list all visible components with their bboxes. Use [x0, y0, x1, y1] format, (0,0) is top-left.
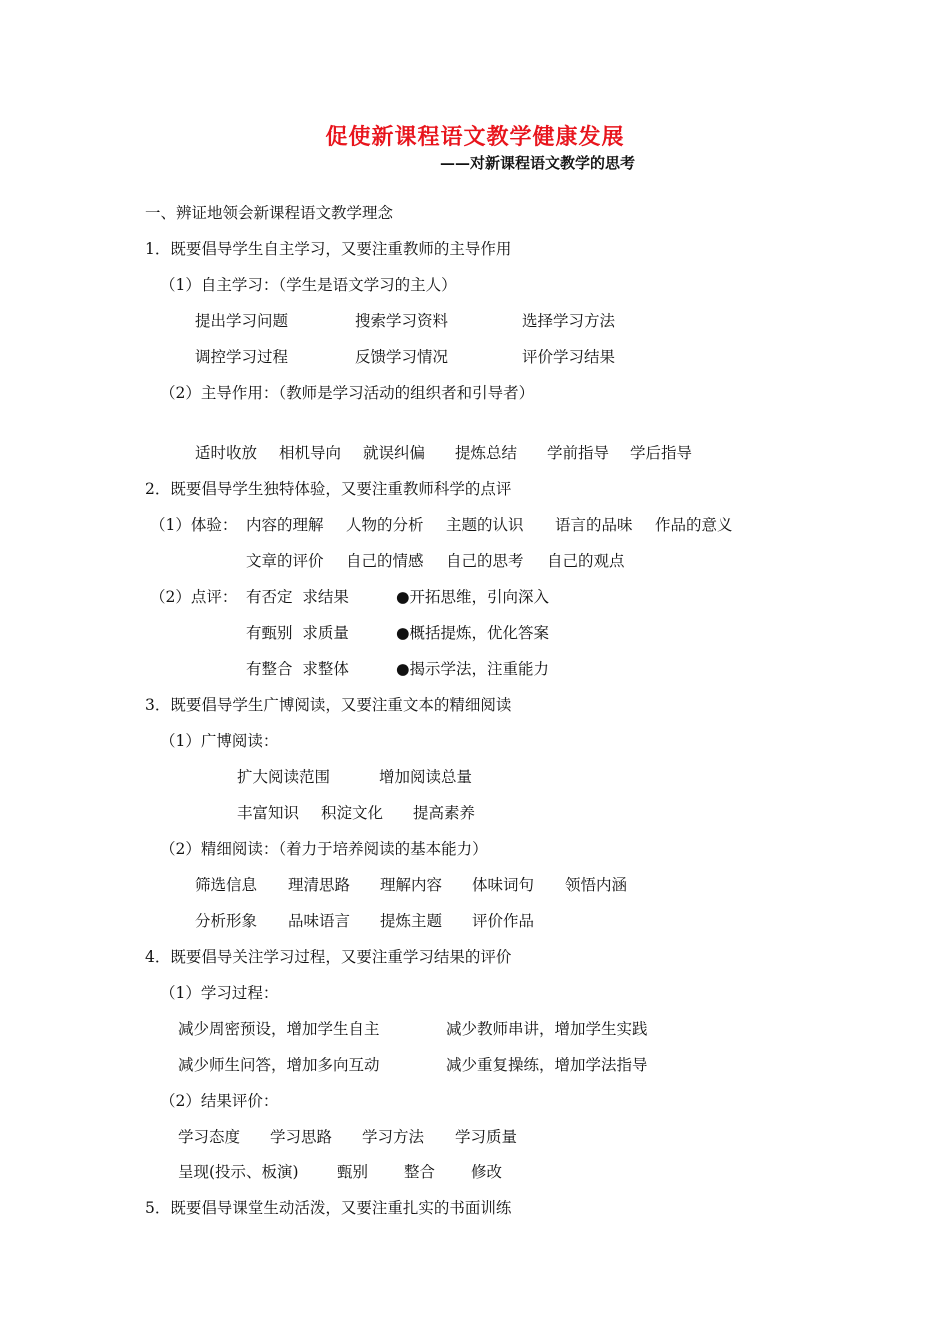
list-item: 甄别 — [337, 1163, 369, 1181]
point-4-heading: 4．既要倡导关注学习过程，又要注重学习结果的评价 — [145, 948, 512, 966]
point-2-sub-1-label: （1）体验： — [150, 516, 238, 534]
list-item: 修改 — [471, 1163, 503, 1181]
point-2-heading: 2．既要倡导学生独特体验，又要注重教师科学的点评 — [145, 480, 512, 498]
document-subtitle: ——对新课程语文教学的思考 — [440, 154, 636, 172]
point-1-heading: 1．既要倡导学生自主学习，又要注重教师的主导作用 — [145, 240, 512, 258]
list-item: 学习方法 — [362, 1128, 425, 1146]
list-item: 选择学习方法 — [522, 312, 616, 330]
list-item: 学后指导 — [630, 444, 693, 462]
list-item: 积淀文化 — [321, 804, 384, 822]
list-item: 调控学习过程 — [195, 348, 289, 366]
list-item: 文章的评价 — [246, 552, 324, 570]
point-4-sub-2: （2）结果评价： — [160, 1092, 279, 1110]
list-item: 有整合 求整体 — [246, 660, 349, 678]
list-item: 提炼主题 — [380, 912, 443, 930]
list-item: ●概括提炼，优化答案 — [396, 624, 550, 642]
list-item: 领悟内涵 — [565, 876, 628, 894]
list-item: 理清思路 — [288, 876, 351, 894]
list-item: 增加阅读总量 — [379, 768, 473, 786]
list-item: 反馈学习情况 — [355, 348, 449, 366]
list-item: 扩大阅读范围 — [237, 768, 331, 786]
point-3-sub-2: （2）精细阅读：（着力于培养阅读的基本能力） — [160, 840, 488, 858]
list-item: ●揭示学法，注重能力 — [396, 660, 550, 678]
point-1-sub-1: （1）自主学习：（学生是语文学习的主人） — [160, 276, 457, 294]
list-item: 理解内容 — [380, 876, 443, 894]
section-heading-1: 一、辨证地领会新课程语文教学理念 — [145, 204, 394, 222]
list-item: 适时收放 — [195, 444, 258, 462]
list-item: 体味词句 — [472, 876, 535, 894]
point-2-sub-2-label: （2）点评： — [150, 588, 238, 606]
list-item: 有否定 求结果 — [246, 588, 349, 606]
list-item: 减少重复操练，增加学法指导 — [446, 1056, 648, 1074]
list-item: 整合 — [404, 1163, 436, 1181]
list-item: 主题的认识 — [446, 516, 524, 534]
list-item: 有甄别 求质量 — [246, 624, 349, 642]
list-item: 筛选信息 — [195, 876, 258, 894]
list-item: 自己的情感 — [346, 552, 424, 570]
list-item: 自己的观点 — [547, 552, 625, 570]
list-item: 学习质量 — [455, 1128, 518, 1146]
list-item: 评价作品 — [472, 912, 535, 930]
list-item: 自己的思考 — [446, 552, 524, 570]
list-item: 分析形象 — [195, 912, 258, 930]
point-1-sub-2: （2）主导作用：（教师是学习活动的组织者和引导者） — [160, 384, 535, 402]
list-item: 评价学习结果 — [522, 348, 616, 366]
list-item: 品味语言 — [288, 912, 351, 930]
list-item: 提炼总结 — [455, 444, 518, 462]
point-3-heading: 3．既要倡导学生广博阅读，又要注重文本的精细阅读 — [145, 696, 512, 714]
list-item: 减少教师串讲，增加学生实践 — [446, 1020, 648, 1038]
point-4-sub-1: （1）学习过程： — [160, 984, 279, 1002]
list-item: 丰富知识 — [237, 804, 300, 822]
list-item: 相机导向 — [279, 444, 342, 462]
point-3-sub-1: （1）广博阅读： — [160, 732, 279, 750]
list-item: 人物的分析 — [346, 516, 424, 534]
list-item: 减少师生问答，增加多向互动 — [178, 1056, 380, 1074]
list-item: 作品的意义 — [655, 516, 733, 534]
list-item: 就误纠偏 — [363, 444, 426, 462]
list-item: 语言的品味 — [555, 516, 633, 534]
list-item: 提高素养 — [413, 804, 476, 822]
list-item: 学习思路 — [270, 1128, 333, 1146]
list-item: 学习态度 — [178, 1128, 241, 1146]
document-title: 促使新课程语文教学健康发展 — [325, 124, 625, 150]
list-item: 内容的理解 — [246, 516, 324, 534]
list-item: 提出学习问题 — [195, 312, 289, 330]
list-item: ●开拓思维，引向深入 — [396, 588, 550, 606]
list-item: 呈现(投示、板演) — [178, 1163, 299, 1181]
list-item: 搜索学习资料 — [355, 312, 449, 330]
list-item: 学前指导 — [547, 444, 610, 462]
point-5-heading: 5．既要倡导课堂生动活泼，又要注重扎实的书面训练 — [145, 1199, 512, 1217]
list-item: 减少周密预设，增加学生自主 — [178, 1020, 380, 1038]
